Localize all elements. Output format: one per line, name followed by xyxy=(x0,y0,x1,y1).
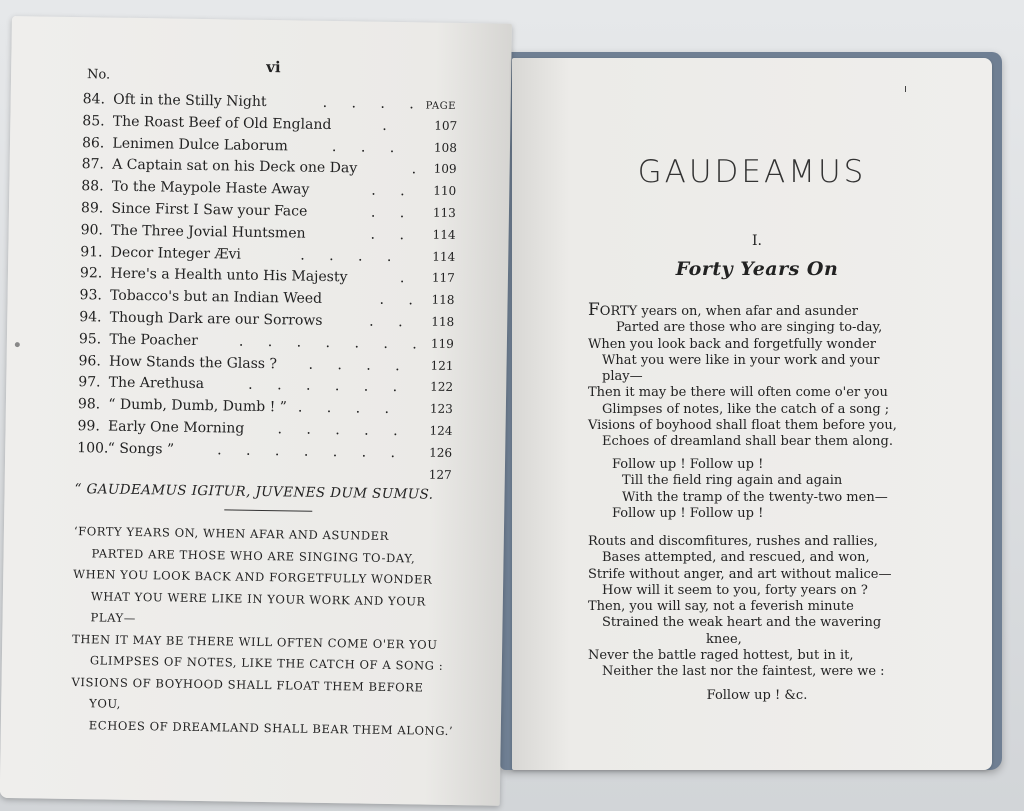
right-page xyxy=(512,58,992,770)
toc-entry: 85. The Roast Beef of Old England . 107 xyxy=(82,112,458,134)
toc-entry: 90. The Three Jovial Huntsmen . . 114 xyxy=(80,221,456,244)
toc-entry: 89. Since First I Saw your Face . . 113 xyxy=(80,200,456,222)
toc-entry: 99. Early One Morning . . . . . 124 xyxy=(77,418,453,440)
toc-entry: 95. The Poacher . . . . . . . 119 xyxy=(78,330,454,353)
song-title: Forty Years On xyxy=(675,258,839,280)
table-of-contents xyxy=(77,91,463,483)
chorus-reprise: Follow up ! &c. xyxy=(706,688,808,703)
divider xyxy=(224,509,312,511)
left-page xyxy=(0,16,512,806)
page-label: PAGE xyxy=(425,100,457,112)
toc-entry: 97. The Arethusa . . . . . . 122 xyxy=(78,374,454,396)
song-number: I. xyxy=(752,233,762,249)
toc-entry: 91. Decor Integer Ævi . . . . 114 xyxy=(80,243,456,265)
verse-one: FORTY years on, when afar and asunder Parted are those who are singing to-day, When you look back and forgetfully wonder What you were like in your work and your play— Then it may be there will often come o'er you Glimpses of notes, like the catch of a song ; Visions of boyhood shall float them before you, Echoes of dreamland shall bear them along. xyxy=(588,300,897,450)
toc-entry: 87. A Captain sat on his Deck one Day . 109 xyxy=(81,156,457,178)
page-mark xyxy=(905,86,906,92)
chorus: Follow up ! Follow up ! Till the field ring again and again With the tramp of the twenty-two men— Follow up ! Follow up ! xyxy=(612,457,888,521)
toc-entry: 100. “ Songs ” . . . . . . . 126 xyxy=(77,439,453,461)
page-mark xyxy=(15,342,20,347)
toc-entry: 127 xyxy=(428,467,452,482)
toc-entry: 86. Lenimen Dulce Laborum . . . 108 xyxy=(81,134,458,156)
page-number: vi xyxy=(266,58,281,77)
verse-two: Routs and discomfitures, rushes and rallies, Bases attempted, and rescued, and won, Strife without anger, and art without malice— How will it seem to you, forty years on ? Then, you will say, not a feverish minute Strained the weak heart and the wavering knee, Never the battle raged hottest, but in it, Neither the last nor the faintest, were we : xyxy=(588,534,892,680)
latin-motto: “ GAUDEAMUS IGITUR, JUVENES DUM SUMUS. xyxy=(74,481,434,503)
toc-entry: 96. How Stands the Glass ? . . . . 121 xyxy=(78,352,454,374)
toc-entry: 98. “ Dumb, Dumb, Dumb ! ” . . . . 123 xyxy=(77,396,453,418)
toc-entry: 84. Oft in the Stilly Night . . . . xyxy=(82,91,424,113)
no-label: No. xyxy=(86,67,111,83)
toc-entry: 94. Though Dark are our Sorrows . . 118 xyxy=(79,309,455,331)
toc-entry: 92. Here's a Health unto His Majesty . 117 xyxy=(79,265,455,287)
drop-cap: F xyxy=(588,300,600,320)
verse-excerpt: ‘FORTY YEARS ON, WHEN AFAR AND ASUNDER PARTED ARE THOSE WHO ARE SINGING TO-DAY, WHEN YOU LOOK BACK AND FORGETFULLY WONDER WHAT YOU WERE LIKE IN YOUR WORK AND YOUR PLAY— THEN IT MAY BE THERE WILL OFTEN COME O'ER YOU GLIMPSES OF NOTES, LIKE THE CATCH OF A SONG : VISIONS OF BOYHOOD SHALL FLOAT THEM BEFORE YOU, ECHOES OF DREAMLAND SHALL BEAR THEM ALONG.’ xyxy=(71,524,454,738)
toc-entry: 88. To the Maypole Haste Away . . 110 xyxy=(81,178,457,200)
toc-entry: 93. Tobacco's but an Indian Weed . . 118 xyxy=(79,287,455,309)
book-title: GAUDEAMUS xyxy=(637,154,867,190)
